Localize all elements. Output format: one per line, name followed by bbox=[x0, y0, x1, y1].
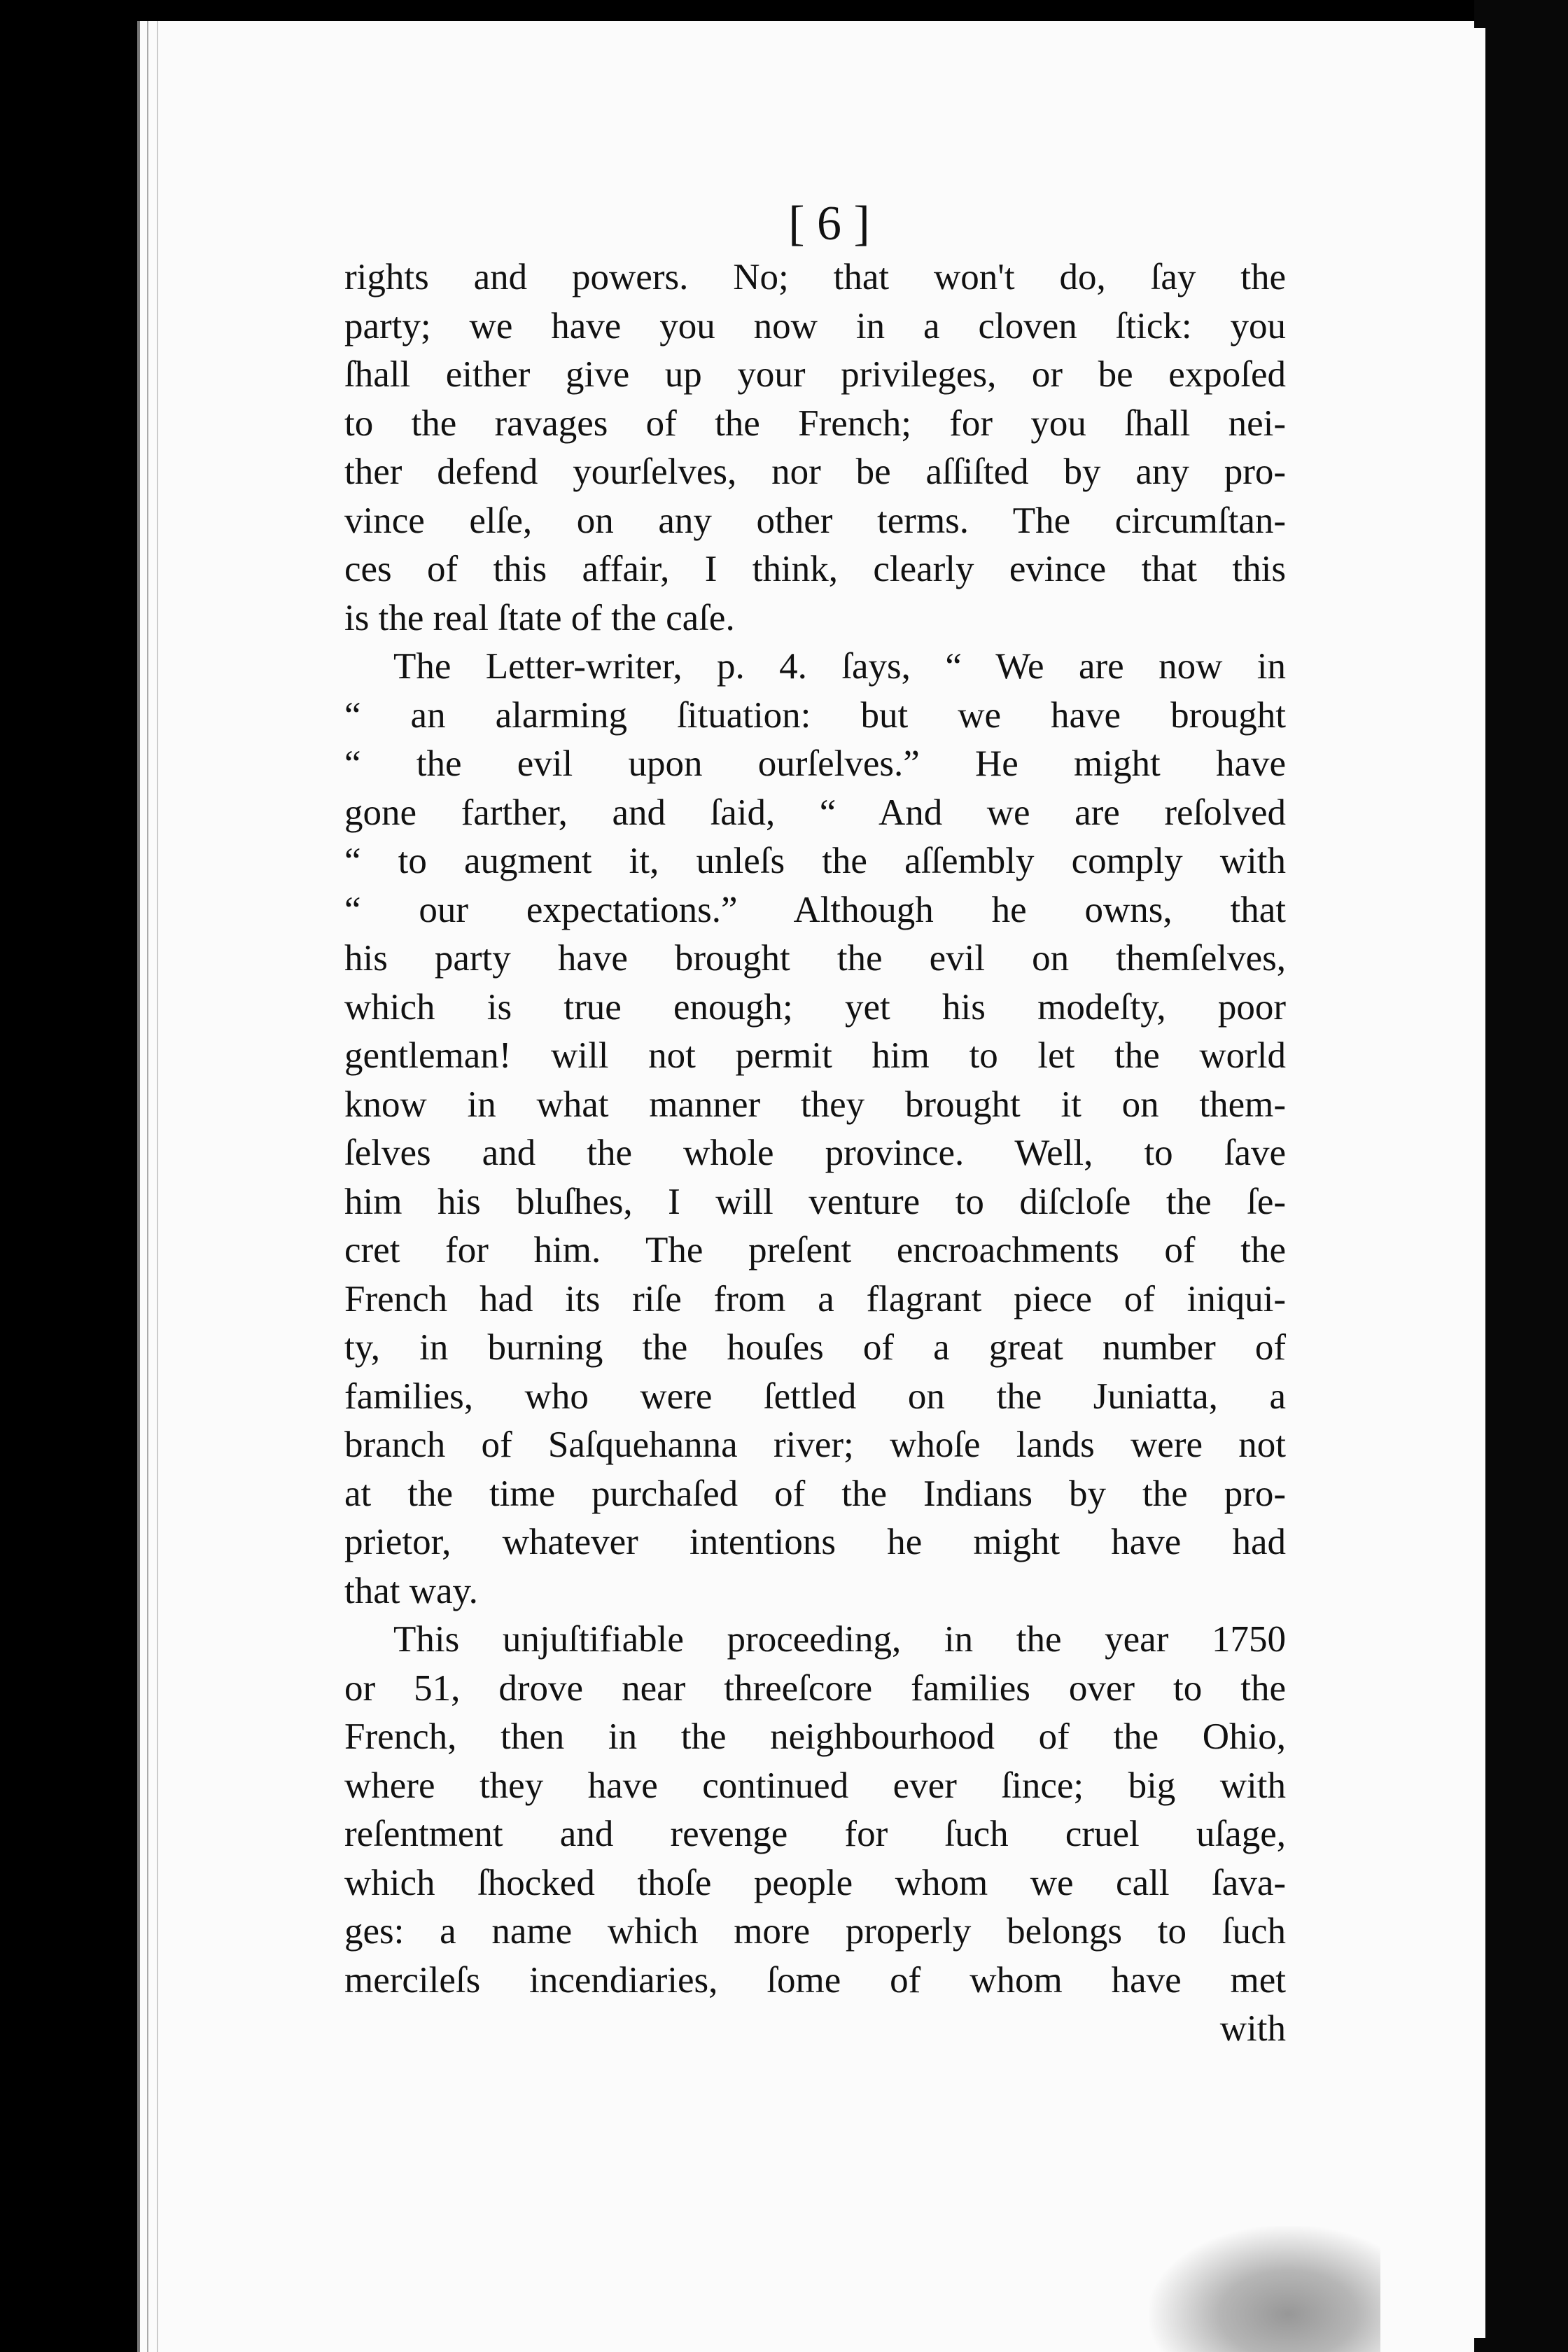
text-line: ty, in burning the houſes of a great number of bbox=[344, 1327, 1286, 1368]
text-line: mercileſs incendiaries, ſome of whom have met bbox=[344, 1959, 1286, 2001]
text-line: at the time purchaſed of the Indians by the pro- bbox=[344, 1473, 1286, 1514]
text-line: vince elſe, on any other terms. The circumſtan- bbox=[344, 500, 1286, 541]
text-line: ſelves and the whole province. Well, to ſave bbox=[344, 1133, 1286, 1173]
text-line: to the ravages of the French; for you ſhall nei- bbox=[344, 402, 1286, 444]
facing-page-edge bbox=[1474, 0, 1568, 2352]
text-line: his party have brought the evil on themſelves, bbox=[344, 938, 1286, 979]
text-line: branch of Saſquehanna river; whoſe lands were not bbox=[344, 1424, 1286, 1465]
text-block bbox=[344, 189, 1286, 2054]
text-line: cret for him. The preſent encroachments of the bbox=[344, 1230, 1286, 1270]
gutter-line-shadow bbox=[157, 21, 158, 2352]
text-line: “ an alarming ſituation: but we have brought bbox=[344, 694, 1286, 736]
text-line: which is true enough; yet his modeſty, poor bbox=[344, 986, 1286, 1028]
text-line: which ſhocked thoſe people whom we call ſava- bbox=[344, 1862, 1286, 1903]
text-line: where they have continued ever ſince; big with bbox=[344, 1765, 1286, 1806]
text-line: ges: a name which more properly belongs to ſuch bbox=[344, 1911, 1286, 1952]
gutter-line-inner bbox=[147, 21, 148, 2352]
text-line: that way. bbox=[344, 1570, 478, 1611]
text-line: ther defend yourſelves, nor be aſſiſted by any pro- bbox=[344, 451, 1286, 492]
text-line: him his bluſhes, I will venture to diſcloſe the ſe- bbox=[344, 1181, 1286, 1222]
text-line: rights and powers. No; that won't do, ſay the bbox=[344, 257, 1286, 298]
text-line: ſhall either give up your privileges, or be expoſed bbox=[344, 354, 1286, 395]
text-line: “ our expectations.” Although he owns, that bbox=[344, 889, 1286, 930]
text-line: is the real ſtate of the caſe. bbox=[344, 597, 735, 638]
text-line: French, then in the neighbourhood of the Ohio, bbox=[344, 1716, 1286, 1757]
text-line: “ the evil upon ourſelves.” He might have bbox=[344, 743, 1286, 784]
text-line: families, who were ſettled on the Juniatta, a bbox=[344, 1376, 1286, 1417]
text-line: prietor, whatever intentions he might have had bbox=[344, 1522, 1286, 1562]
text-line: reſentment and revenge for ſuch cruel uſage, bbox=[344, 1814, 1286, 1854]
paper-smudge bbox=[1149, 2226, 1380, 2352]
text-line: ces of this affair, I think, clearly evince that this bbox=[344, 549, 1286, 589]
page-number: [ 6 ] bbox=[788, 197, 870, 251]
facing-page-strip bbox=[1474, 28, 1485, 2338]
text-line: “ to augment it, unleſs the aſſembly comply with bbox=[344, 841, 1286, 881]
text-line: French had its riſe from a flagrant piece of iniqui- bbox=[344, 1278, 1286, 1320]
text-line: party; we have you now in a cloven ſtick: you bbox=[344, 305, 1286, 346]
text-line: gone farther, and ſaid, “ And we are reſolved bbox=[344, 792, 1286, 833]
text-lines bbox=[344, 253, 1286, 2054]
catchword: with bbox=[1219, 2008, 1286, 2049]
gutter-line bbox=[137, 21, 140, 2352]
text-line: gentleman! will not permit him to let the world bbox=[344, 1035, 1286, 1076]
text-line: The Letter-writer, p. 4. ſays, “ We are now in bbox=[393, 646, 1286, 687]
text-line: This unjuſtifiable proceeding, in the year 1750 bbox=[393, 1619, 1286, 1660]
text-line: know in what manner they brought it on them- bbox=[344, 1084, 1286, 1125]
text-line: or 51, drove near threeſcore families over to the bbox=[344, 1667, 1286, 1709]
